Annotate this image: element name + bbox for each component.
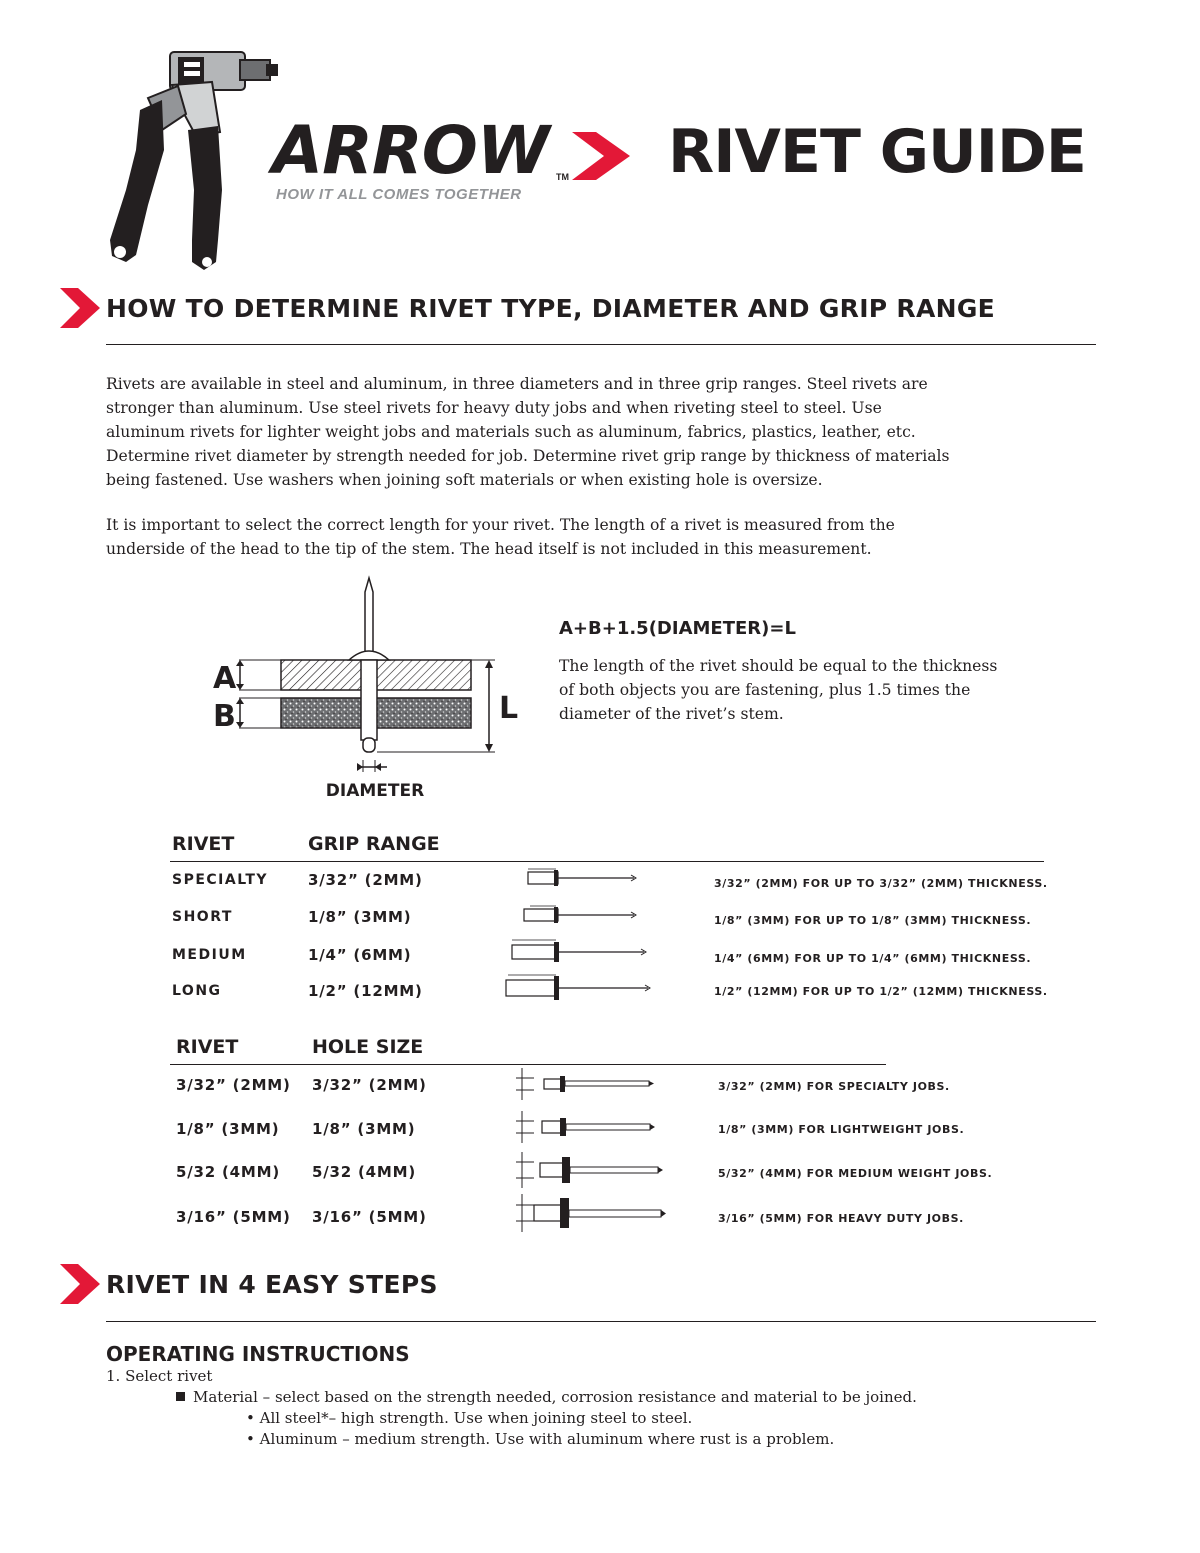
square-bullet-icon	[176, 1392, 185, 1401]
brand-chevron-icon	[570, 130, 632, 182]
brand-logo-wordmark: ARROW	[272, 112, 549, 189]
section-divider	[106, 344, 1096, 345]
grip-row-note: 1/2” (12MM) FOR UP TO 1/2” (12MM) THICKNESS.	[714, 985, 1048, 998]
hole-row-size: 1/8” (3MM)	[312, 1120, 416, 1138]
section-divider	[106, 1321, 1096, 1322]
paragraph-line: stronger than aluminum. Use steel rivets for heavy duty jobs and when riveting steel to steel. Use	[106, 399, 882, 417]
diagram-label-l: L	[499, 691, 519, 726]
grip-row-range: 1/2” (12MM)	[308, 982, 423, 1000]
paragraph-line: It is important to select the correct length for your rivet. The length of a rivet is measured from the	[106, 516, 895, 534]
hole-row-rivet: 5/32 (4MM)	[176, 1163, 281, 1181]
hole-row-size: 5/32 (4MM)	[312, 1163, 417, 1181]
rivet-icon	[500, 972, 660, 1004]
paragraph-line: being fastened. Use washers when joining soft materials or when existing hole is oversize.	[106, 471, 823, 489]
hole-row-note: 3/16” (5MM) FOR HEAVY DUTY JOBS.	[718, 1212, 964, 1225]
hole-row-rivet: 3/16” (5MM)	[176, 1208, 291, 1226]
rivet-icon	[500, 937, 660, 967]
hole-row-note: 1/8” (3MM) FOR LIGHTWEIGHT JOBS.	[718, 1123, 965, 1136]
rivet-icon	[500, 866, 660, 892]
formula-description	[559, 654, 1099, 726]
diagram-label-diameter: DIAMETER	[325, 781, 425, 801]
paragraph-line: aluminum rivets for lighter weight jobs and materials such as aluminum, fabrics, plastics, leather, etc.	[106, 423, 916, 441]
page-title: RIVET GUIDE	[668, 117, 1086, 187]
hole-row-rivet: 1/8” (3MM)	[176, 1120, 280, 1138]
rivet-icon	[500, 903, 660, 929]
grip-row-rivet: SPECIALTY	[172, 872, 269, 888]
grip-row-range: 3/32” (2MM)	[308, 871, 423, 889]
hole-row-size: 3/16” (5MM)	[312, 1208, 427, 1226]
grip-row-rivet: LONG	[172, 983, 222, 999]
operating-instructions-heading: OPERATING INSTRUCTIONS	[106, 1342, 410, 1366]
instruction-sub-bullet: • Aluminum – medium strength. Use with aluminum where rust is a problem.	[246, 1430, 835, 1448]
grip-table-rule	[170, 861, 1044, 862]
rivet-length-diagram	[205, 570, 535, 805]
hole-row-size: 3/32” (2MM)	[312, 1076, 427, 1094]
instruction-sub-bullet: • All steel*– high strength. Use when joining steel to steel.	[246, 1409, 693, 1427]
paragraph-line: Rivets are available in steel and aluminum, in three diameters and in three grip ranges. Steel rivets are	[106, 375, 928, 393]
grip-row-range: 1/8” (3MM)	[308, 908, 412, 926]
grip-row-rivet: SHORT	[172, 909, 233, 925]
paragraph-line: underside of the head to the tip of the stem. The head itself is not included in this measurement.	[106, 540, 872, 558]
bullet-text: Material – select based on the strength needed, corrosion resistance and material to be joined.	[193, 1388, 917, 1406]
diagram-label-a: A	[213, 661, 237, 696]
section-chevron-icon	[60, 288, 100, 328]
paragraph-line: diameter of the rivet’s stem.	[559, 705, 784, 723]
paragraph-line: of both objects you are fastening, plus 1.5 times the	[559, 681, 971, 699]
length-formula: A+B+1.5(DIAMETER)=L	[559, 618, 796, 639]
rivet-icon	[510, 1150, 670, 1190]
instruction-step: 1. Select rivet	[106, 1367, 213, 1385]
instruction-bullet	[176, 1387, 917, 1408]
rivet-icon	[510, 1192, 670, 1234]
grip-table-header-rivet: RIVET	[172, 833, 235, 855]
intro-paragraph	[106, 372, 1106, 492]
diagram-label-b: B	[213, 699, 236, 734]
rivet-icon	[510, 1066, 670, 1102]
hole-row-note: 3/32” (2MM) FOR SPECIALTY JOBS.	[718, 1080, 950, 1093]
grip-row-note: 1/8” (3MM) FOR UP TO 1/8” (3MM) THICKNESS.	[714, 914, 1032, 927]
rivet-tool-icon	[100, 40, 290, 275]
grip-table-header-range: GRIP RANGE	[308, 833, 440, 855]
rivet-icon	[510, 1109, 670, 1145]
section-chevron-icon	[60, 1264, 100, 1304]
brand-tagline: HOW IT ALL COMES TOGETHER	[276, 186, 522, 203]
hole-row-rivet: 3/32” (2MM)	[176, 1076, 291, 1094]
grip-row-note: 1/4” (6MM) FOR UP TO 1/4” (6MM) THICKNESS.	[714, 952, 1032, 965]
hole-table-rule	[170, 1064, 886, 1065]
hole-row-note: 5/32” (4MM) FOR MEDIUM WEIGHT JOBS.	[718, 1167, 993, 1180]
paragraph-line: The length of the rivet should be equal to the thickness	[559, 657, 998, 675]
paragraph-line: Determine rivet diameter by strength needed for job. Determine rivet grip range by thickness of materials	[106, 447, 950, 465]
length-paragraph	[106, 513, 1106, 561]
grip-row-range: 1/4” (6MM)	[308, 946, 412, 964]
grip-row-note: 3/32” (2MM) FOR UP TO 3/32” (2MM) THICKNESS.	[714, 877, 1048, 890]
trademark-mark: TM	[556, 172, 569, 182]
hole-table-header-size: HOLE SIZE	[312, 1036, 424, 1058]
hole-table-header-rivet: RIVET	[176, 1036, 239, 1058]
section-heading-determine: HOW TO DETERMINE RIVET TYPE, DIAMETER AND GRIP RANGE	[106, 294, 996, 323]
grip-row-rivet: MEDIUM	[172, 947, 247, 963]
section-heading-steps: RIVET IN 4 EASY STEPS	[106, 1270, 438, 1299]
